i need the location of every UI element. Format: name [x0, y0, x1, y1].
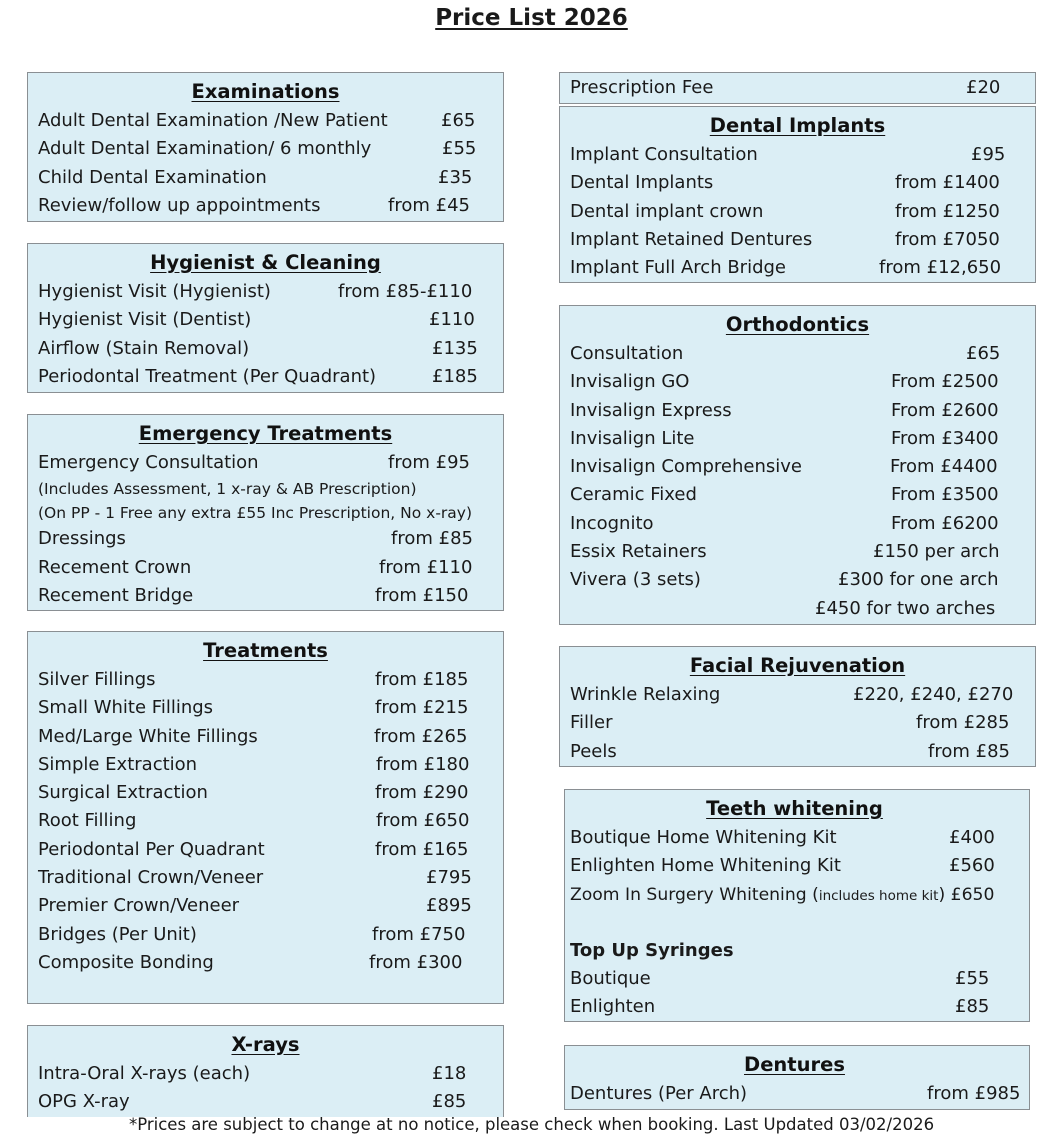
item-name: Silver Fillings — [38, 669, 156, 690]
item-name: Review/follow up appointments — [38, 194, 321, 216]
spacer — [570, 909, 1019, 937]
item-name: Hygienist Visit (Dentist) — [38, 309, 252, 331]
price-row — [570, 340, 1025, 368]
item-name: Implant Consultation — [570, 144, 758, 165]
emergency-section — [27, 414, 504, 611]
price-row — [570, 169, 1025, 197]
item-price: £650 — [950, 884, 995, 905]
item-name: Recement Crown — [38, 556, 192, 578]
item-price: £55 — [442, 138, 477, 160]
item-name: Periodontal Per Quadrant — [38, 838, 265, 860]
xrays-section — [27, 1025, 504, 1117]
item-price: from £85 — [391, 528, 473, 550]
price-row — [570, 397, 1025, 425]
prescription-section — [559, 72, 1036, 104]
item-note: (Includes Assessment, 1 x-ray & AB Prescription) — [38, 480, 417, 499]
item-name: Enlighten Home Whitening Kit — [570, 855, 841, 877]
section-heading: X-rays — [231, 1033, 300, 1056]
item-name: Simple Extraction — [38, 753, 198, 775]
item-price: £150 per arch — [873, 541, 1000, 563]
item-price: £95 — [971, 144, 1006, 165]
item-price: from £12,650 — [879, 257, 1002, 279]
item-price: £110 — [429, 309, 475, 331]
price-row — [38, 1088, 493, 1116]
item-detail: includes home kit — [818, 887, 939, 904]
item-price: £895 — [426, 895, 472, 917]
item-price: £560 — [949, 855, 995, 877]
item-price: £400 — [949, 827, 995, 848]
price-row — [570, 368, 1025, 396]
item-name: Traditional Crown/Veneer — [38, 867, 264, 889]
hygienist-section — [27, 243, 504, 393]
item-name: Emergency Consultation — [38, 452, 259, 473]
item-price: from £95 — [388, 452, 470, 473]
item-price: £65 — [441, 110, 476, 131]
section-heading: Teeth whitening — [706, 797, 883, 820]
item-price: £220, £240, £270 — [853, 684, 1014, 705]
price-row — [38, 751, 493, 779]
item-price: from £85-£110 — [338, 281, 473, 302]
price-row — [38, 666, 493, 694]
section-heading: Treatments — [203, 639, 328, 662]
item-price: From £6200 — [891, 512, 999, 534]
item-price: £795 — [426, 867, 472, 889]
price-row — [570, 709, 1025, 737]
item-price: from £165 — [375, 838, 469, 860]
item-name: Bridges (Per Unit) — [38, 923, 197, 945]
item-name: Adult Dental Examination /New Patient — [38, 110, 388, 131]
item-name: Enlighten — [570, 996, 656, 1018]
item-price: from £1400 — [895, 172, 1000, 194]
price-row — [570, 141, 1025, 169]
item-price: from £150 — [375, 584, 469, 606]
item-price: £185 — [432, 365, 478, 387]
page-title: Price List 2026 — [435, 5, 628, 31]
item-price: from £290 — [375, 782, 469, 804]
price-row — [38, 836, 493, 864]
item-price: from £300 — [369, 951, 463, 973]
price-row — [38, 107, 493, 135]
item-price: from £750 — [372, 923, 466, 945]
price-row — [570, 425, 1025, 453]
dentures-section — [564, 1045, 1030, 1110]
item-price: From £2500 — [891, 371, 999, 393]
item-name: OPG X-ray — [38, 1091, 130, 1113]
price-row — [570, 538, 1025, 566]
price-row — [570, 481, 1025, 509]
item-name: Consultation — [570, 343, 684, 364]
item-name: Boutique — [570, 967, 651, 989]
item-price: £65 — [966, 343, 1001, 364]
price-row — [38, 525, 493, 553]
item-price: £85 — [955, 996, 990, 1018]
item-name: Boutique Home Whitening Kit — [570, 827, 837, 848]
item-name: Vivera (3 sets) — [570, 569, 701, 591]
price-row — [38, 164, 493, 192]
item-price: £300 for one arch — [838, 569, 999, 591]
item-price: from £85 — [928, 740, 1010, 762]
item-name: Invisalign Lite — [570, 427, 695, 449]
price-row — [570, 566, 1025, 594]
price-row — [570, 852, 1019, 880]
item-price: From £2600 — [891, 399, 999, 421]
price-row — [570, 226, 1025, 254]
price-row — [38, 921, 493, 949]
item-name: Implant Full Arch Bridge — [570, 257, 787, 279]
item-name: Filler — [570, 712, 613, 734]
item-name: Periodontal Treatment (Per Quadrant) — [38, 365, 377, 387]
item-name: Med/Large White Fillings — [38, 725, 258, 747]
price-row — [570, 738, 1025, 766]
section-heading: Dental Implants — [709, 114, 886, 137]
item-name: Dentures (Per Arch) — [570, 1083, 748, 1104]
item-price: £85 — [432, 1091, 467, 1113]
item-name: Peels — [570, 740, 617, 762]
item-name: Premier Crown/Veneer — [38, 895, 240, 917]
item-price: From £4400 — [890, 456, 998, 478]
item-price: from £7050 — [895, 228, 1000, 250]
price-row — [570, 73, 1025, 103]
item-name: Root Filling — [38, 810, 137, 832]
item-name: Invisalign Comprehensive — [570, 456, 802, 478]
price-row — [570, 993, 1019, 1021]
item-name: Hygienist Visit (Hygienist) — [38, 281, 271, 302]
item-name: Ceramic Fixed — [570, 484, 697, 506]
item-price: from £45 — [388, 194, 470, 216]
item-name: Small White Fillings — [38, 697, 214, 719]
item-price: From £3500 — [891, 484, 999, 506]
facial-section — [559, 646, 1036, 767]
item-price: from £265 — [374, 725, 468, 747]
item-price: £20 — [966, 77, 1001, 98]
item-price: £35 — [438, 166, 473, 188]
section-heading: Dentures — [744, 1053, 845, 1076]
item-name: Child Dental Examination — [38, 166, 267, 188]
item-name: Incognito — [570, 512, 654, 534]
price-row — [38, 723, 493, 751]
price-row — [38, 694, 493, 722]
item-price: from £215 — [375, 697, 469, 719]
item-price: From £3400 — [891, 427, 999, 449]
section-heading: Hygienist & Cleaning — [150, 251, 381, 274]
price-row — [38, 192, 493, 220]
price-row — [570, 254, 1025, 282]
price-row — [570, 881, 1019, 909]
price-row — [38, 1060, 493, 1088]
section-heading: Emergency Treatments — [138, 422, 393, 445]
section-heading: Examinations — [191, 80, 340, 103]
price-row — [38, 582, 493, 610]
item-name-close: ) — [938, 884, 946, 905]
section-heading: Facial Rejuvenation — [689, 654, 906, 677]
price-row — [38, 779, 493, 807]
item-name: Surgical Extraction — [38, 782, 208, 804]
item-price: £450 for two arches — [815, 597, 996, 619]
price-row — [570, 965, 1019, 993]
item-price: from £110 — [379, 556, 473, 578]
item-price: £55 — [955, 967, 990, 989]
item-name: Wrinkle Relaxing — [570, 684, 721, 705]
price-row — [570, 681, 1025, 709]
price-row — [38, 278, 493, 306]
examinations-section — [27, 72, 504, 222]
price-row — [38, 807, 493, 835]
price-row — [38, 306, 493, 334]
price-row — [570, 453, 1025, 481]
price-row — [38, 554, 493, 582]
item-name: Invisalign Express — [570, 399, 732, 421]
item-name: Composite Bonding — [38, 951, 214, 973]
item-price: from £985 — [927, 1083, 1021, 1104]
item-note: (On PP - 1 Free any extra £55 Inc Prescription, No x-ray) — [38, 504, 472, 523]
item-name: Airflow (Stain Removal) — [38, 337, 250, 359]
item-price: from £650 — [376, 810, 470, 832]
implants-section — [559, 106, 1036, 283]
orthodontics-section — [559, 305, 1036, 625]
price-row — [38, 864, 493, 892]
section-heading: Orthodontics — [725, 313, 870, 336]
price-row — [570, 198, 1025, 226]
item-name: Adult Dental Examination/ 6 monthly — [38, 138, 372, 160]
price-row — [38, 135, 493, 163]
item-name: Dental implant crown — [570, 200, 764, 222]
item-name: Recement Bridge — [38, 584, 194, 606]
footer-note: *Prices are subject to change at no notice, please check when booking. Last Updated 03/02/2026 — [128, 1115, 935, 1134]
item-price: from £180 — [376, 753, 470, 775]
price-row — [570, 824, 1019, 852]
subsection-heading: Top Up Syringes — [570, 939, 734, 961]
item-name: Dressings — [38, 528, 126, 550]
item-name: Invisalign GO — [570, 371, 690, 393]
treatments-section — [27, 631, 504, 1004]
item-price: from £285 — [916, 712, 1010, 734]
item-price: from £185 — [375, 669, 469, 690]
price-row — [570, 1080, 1019, 1108]
price-row — [38, 949, 493, 977]
price-row — [570, 595, 1025, 623]
whitening-section — [564, 789, 1030, 1022]
price-row — [38, 449, 493, 477]
item-name: Prescription Fee — [570, 77, 714, 98]
price-row — [570, 510, 1025, 538]
item-name: Essix Retainers — [570, 541, 707, 563]
price-row — [38, 892, 493, 920]
item-name: Zoom In Surgery Whitening ( — [570, 884, 819, 905]
price-row — [38, 335, 493, 363]
item-price: £135 — [432, 337, 478, 359]
item-name: Dental Implants — [570, 172, 714, 194]
item-price: from £1250 — [895, 200, 1000, 222]
item-name: Implant Retained Dentures — [570, 228, 813, 250]
item-name: Intra-Oral X-rays (each) — [38, 1063, 251, 1084]
price-row — [38, 363, 493, 391]
item-price: £18 — [432, 1063, 467, 1084]
